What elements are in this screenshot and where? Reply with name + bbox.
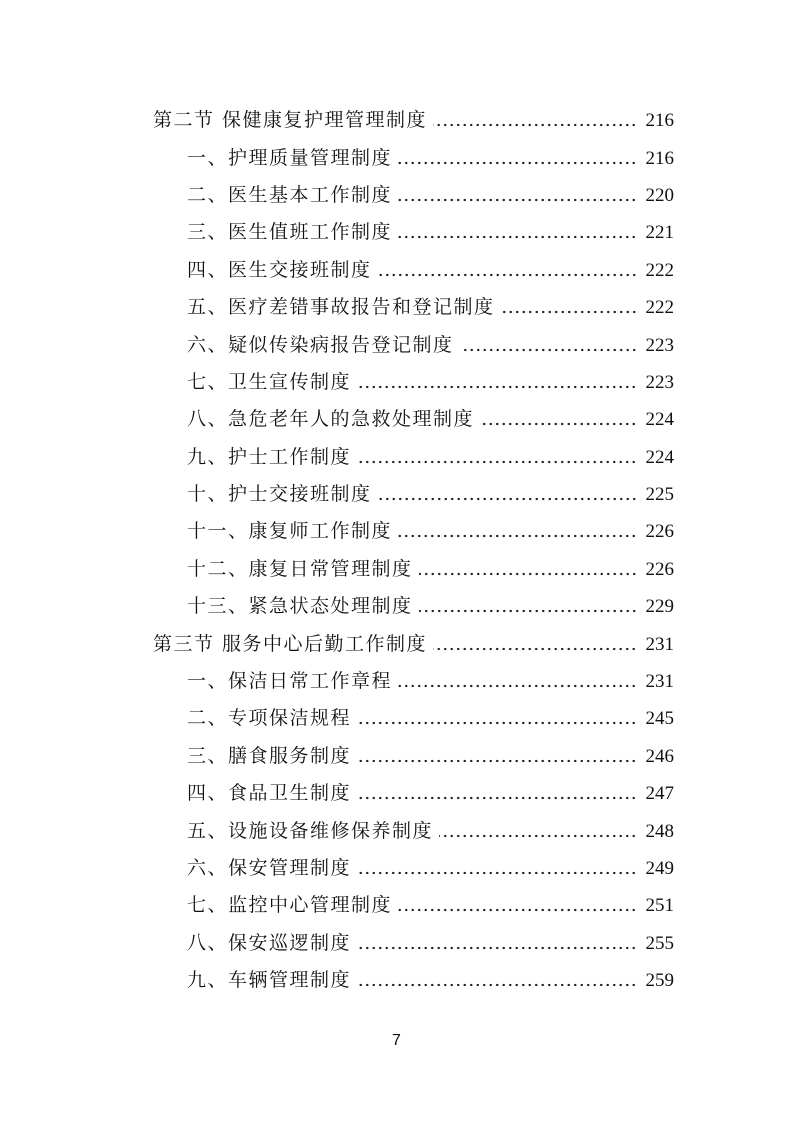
toc-entry-page: 223: [645, 334, 674, 356]
toc-entry-title: 七、监控中心管理制度: [187, 894, 393, 917]
toc-entry-page: 251: [645, 895, 674, 917]
toc-entry: [0, 177, 793, 214]
toc-entry-page: 223: [645, 371, 674, 393]
toc-entry-page: 225: [645, 484, 674, 506]
toc-entry-page: 220: [645, 184, 674, 206]
toc-entry: [0, 476, 793, 513]
toc-entry-page: 216: [645, 110, 674, 132]
toc-entry-page: 226: [645, 521, 674, 543]
toc-entry-title: 十二、康复日常管理制度: [187, 557, 413, 580]
toc-entry: [0, 513, 793, 550]
toc-entry: [0, 588, 793, 625]
toc-entry-page: 229: [645, 596, 674, 618]
toc-entry-title: 四、医生交接班制度: [187, 258, 372, 281]
toc-entry-page: 226: [645, 558, 674, 580]
toc-entry: [0, 962, 793, 999]
toc-entry-title: 九、车辆管理制度: [187, 969, 352, 992]
toc-dot-leader: [501, 298, 637, 317]
toc-dot-leader: [460, 336, 637, 355]
toc-entry-page: 245: [645, 708, 674, 730]
toc-entry-title: 第三节 服务中心后勤工作制度: [153, 632, 428, 655]
toc-entry: [0, 139, 793, 176]
toc-entry-page: 248: [645, 820, 674, 842]
toc-dot-leader: [398, 223, 637, 242]
toc-entry: [0, 925, 793, 962]
toc-entry: [0, 775, 793, 812]
toc-entry-page: 247: [645, 783, 674, 805]
toc-entry-title: 六、疑似传染病报告登记制度: [187, 333, 454, 356]
toc-entry-title: 一、保洁日常工作章程: [187, 670, 393, 693]
toc-dot-leader: [357, 373, 637, 392]
toc-entry: [0, 700, 793, 737]
toc-dot-leader: [398, 522, 637, 541]
toc-dot-leader: [398, 186, 637, 205]
toc-entry-title: 三、膳食服务制度: [187, 744, 352, 767]
toc-entry-title: 八、保安巡逻制度: [187, 931, 352, 954]
toc-entry-page: 255: [645, 932, 674, 954]
toc-entry-page: 231: [645, 633, 674, 655]
toc-entry-title: 四、食品卫生制度: [187, 782, 352, 805]
toc-entry-page: 259: [645, 970, 674, 992]
toc-entry: [0, 214, 793, 251]
toc-entry-page: 249: [645, 858, 674, 879]
toc-entry-title: 六、保安管理制度: [187, 857, 352, 879]
toc-entry: [0, 439, 793, 476]
toc-dot-leader: [398, 896, 637, 915]
toc-entry-title: 第二节 保健康复护理管理制度: [153, 109, 428, 132]
toc-entry-title: 九、护士工作制度: [187, 445, 352, 468]
toc-entry-title: 五、医疗差错事故报告和登记制度: [187, 296, 495, 319]
toc-entry: [0, 364, 793, 401]
toc-dot-leader: [480, 410, 637, 429]
toc-entry-page: 246: [645, 745, 674, 767]
toc-entry-title: 七、卫生宣传制度: [187, 370, 352, 393]
toc-entry-page: 216: [645, 147, 674, 169]
toc-dot-leader: [398, 149, 637, 168]
toc-entry: [0, 551, 793, 588]
toc-entry: [0, 252, 793, 289]
toc-entry-page: 222: [645, 259, 674, 281]
toc-entry: [0, 401, 793, 438]
toc-dot-leader: [357, 747, 637, 766]
toc-dot-leader: [357, 784, 637, 803]
toc-entry: [0, 663, 793, 700]
toc-entry: [0, 887, 793, 924]
toc-entry: [0, 326, 793, 363]
toc-entry-page: 224: [645, 409, 674, 431]
toc-entry: [0, 812, 793, 849]
toc-entry-title: 十、护士交接班制度: [187, 483, 372, 506]
toc-dot-leader: [433, 635, 637, 654]
table-of-contents: [0, 102, 793, 999]
toc-entry-section: [0, 102, 793, 139]
toc-dot-leader: [357, 971, 637, 990]
toc-entry-title: 八、急危老年人的急救处理制度: [187, 408, 475, 431]
toc-dot-leader: [357, 448, 637, 467]
toc-entry-title: 一、护理质量管理制度: [187, 146, 393, 169]
toc-dot-leader: [433, 111, 637, 130]
toc-entry-title: 二、专项保洁规程: [187, 707, 352, 730]
toc-dot-leader: [357, 709, 637, 728]
page-number: 7: [392, 1032, 401, 1049]
toc-entry-title: 五、设施设备维修保养制度: [187, 819, 434, 842]
toc-entry-section: [0, 625, 793, 662]
toc-dot-leader: [419, 597, 637, 616]
toc-entry-page: 231: [645, 671, 674, 693]
toc-dot-leader: [357, 859, 637, 878]
toc-entry-title: 三、医生值班工作制度: [187, 221, 393, 244]
toc-dot-leader: [357, 934, 637, 953]
toc-dot-leader: [419, 560, 637, 579]
toc-dot-leader: [398, 672, 637, 691]
toc-dot-leader: [378, 485, 637, 504]
toc-entry-page: 222: [645, 297, 674, 319]
toc-entry-title: 十一、康复师工作制度: [187, 520, 393, 543]
toc-entry: [0, 289, 793, 326]
toc-dot-leader: [439, 822, 637, 841]
toc-entry-title: 二、医生基本工作制度: [187, 183, 393, 206]
toc-entry-page: 224: [645, 446, 674, 468]
toc-entry: [0, 850, 793, 887]
toc-entry-title: 十三、紧急状态处理制度: [187, 595, 413, 618]
toc-entry: [0, 738, 793, 775]
toc-entry-page: 221: [645, 222, 674, 244]
toc-dot-leader: [378, 261, 637, 280]
